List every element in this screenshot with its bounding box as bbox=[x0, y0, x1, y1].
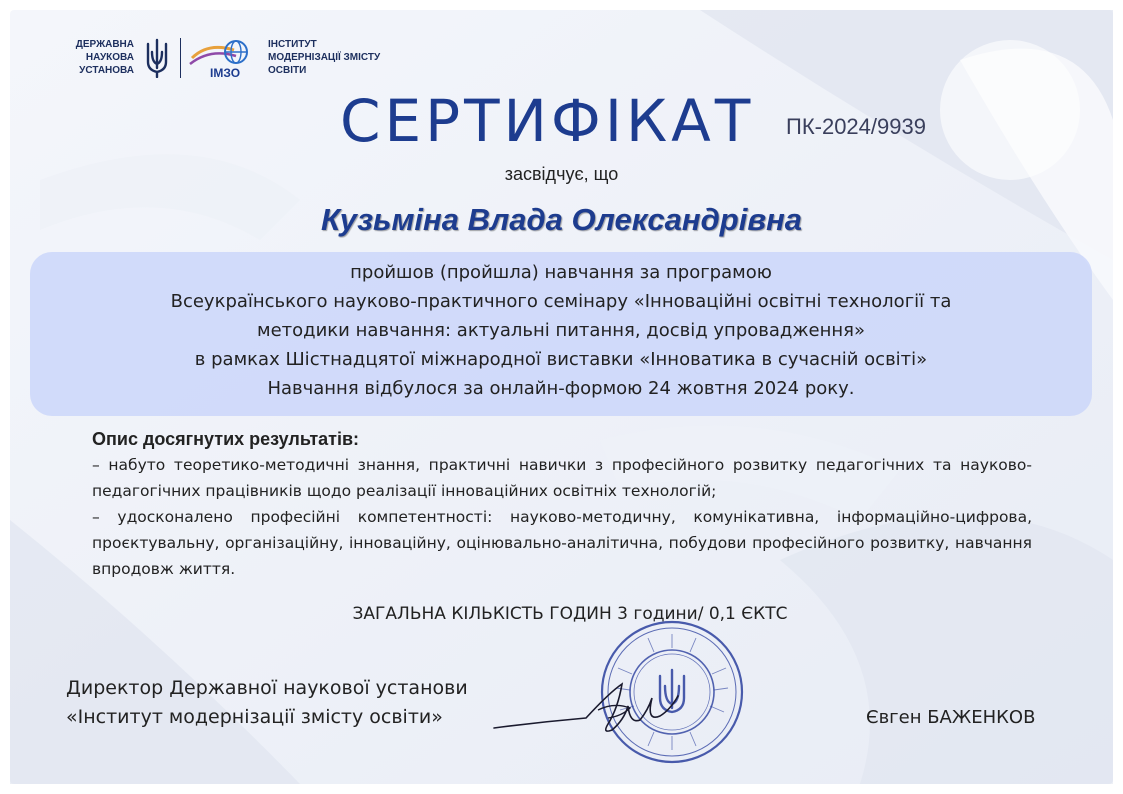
institute-name-label: ІНСТИТУТ МОДЕРНІЗАЦІЇ ЗМІСТУ ОСВІТИ bbox=[268, 39, 381, 76]
training-line: пройшов (пройшла) навчання за програмою bbox=[350, 262, 772, 283]
result-item: – удосконалено професійні компетентності: науково-методичну, комунікативна, інформаційно-цифрова, проєктувальну, організаційну, інноваційну, оцінювально-аналітична, побудови професійного розвитку, навчання впродовж життя. bbox=[92, 508, 1032, 578]
director-name: Євген БАЖЕНКОВ bbox=[866, 707, 1036, 728]
training-line: методики навчання: актуальні питання, досвід упровадження» bbox=[256, 320, 866, 341]
certificate-title: СЕРТИФІКАТ bbox=[340, 87, 755, 155]
logo-divider bbox=[180, 38, 181, 78]
training-line: в рамках Шістнадцятої міжнародної виставки «Інноватика в сучасній освіті» bbox=[194, 349, 928, 370]
results-section bbox=[92, 428, 1032, 582]
signer-position: Директор Державної наукової установи «Інститут модернізації змісту освіти» bbox=[66, 677, 468, 728]
total-hours: ЗАГАЛЬНА КІЛЬКІСТЬ ГОДИН 3 години/ 0,1 ЄКТС bbox=[352, 604, 788, 624]
certificate-number: ПК-2024/9939 bbox=[786, 114, 926, 139]
director-signature bbox=[490, 662, 690, 752]
imzo-label: ІМЗО bbox=[210, 66, 241, 80]
recipient-name: Кузьміна Влада Олександрівна bbox=[320, 202, 803, 237]
trident-icon bbox=[142, 38, 172, 78]
result-item: – набуто теоретико-методичні знання, практичні навички з професійного розвитку педагогічних та науково-педагогічних працівників щодо реалізації інноваційних освітніх технологій; bbox=[92, 456, 1032, 500]
training-description bbox=[30, 258, 1092, 403]
state-institution-label: ДЕРЖАВНА НАУКОВА УСТАНОВА bbox=[75, 39, 134, 76]
training-line: Навчання відбулося за онлайн-формою 24 жовтня 2024 року. bbox=[267, 378, 855, 399]
training-line: Всеукраїнського науково-практичного семінару «Інноваційні освітні технології та bbox=[170, 291, 952, 312]
certifies-text: засвідчує, що bbox=[504, 164, 619, 184]
results-heading: Опис досягнутих результатів: bbox=[92, 429, 360, 449]
